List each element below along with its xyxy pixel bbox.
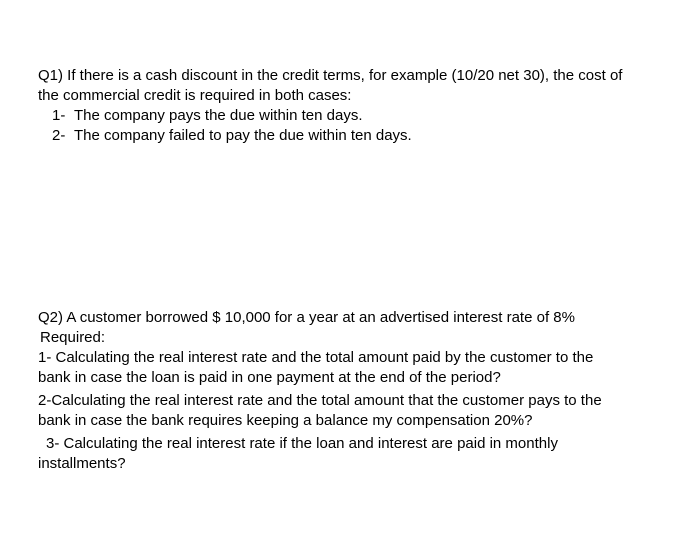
q2-required: Required: bbox=[40, 329, 106, 346]
q2-line-5: 2-Calculating the real interest rate and the total amount that the customer pays to the bbox=[38, 392, 602, 409]
q1-item-1-number: 1- bbox=[52, 107, 66, 124]
q1-item-2 bbox=[52, 126, 412, 146]
q1-line-1: Q1) If there is a cash discount in the credit terms, for example (10/20 net 30), the cost of bbox=[38, 67, 623, 84]
q2-line-6: bank in case the bank requires keeping a balance my compensation 20%? bbox=[38, 412, 533, 429]
q1-line-2: the commercial credit is required in both cases: bbox=[38, 87, 352, 104]
q2-line-4: bank in case the loan is paid in one payment at the end of the period? bbox=[38, 369, 501, 386]
q1-item-2-text: The company failed to pay the due within ten days. bbox=[74, 127, 412, 144]
q2-line-1: Q2) A customer borrowed $ 10,000 for a year at an advertised interest rate of 8% bbox=[38, 309, 575, 326]
q1-item-2-number: 2- bbox=[52, 127, 66, 144]
q2-line-7: 3- Calculating the real interest rate if the loan and interest are paid in monthly bbox=[46, 435, 558, 452]
q1-item-1-text: The company pays the due within ten days. bbox=[74, 107, 363, 124]
q2-line-3: 1- Calculating the real interest rate and the total amount paid by the customer to the bbox=[38, 349, 594, 366]
q1-item-1 bbox=[52, 106, 363, 126]
q2-line-8: installments? bbox=[38, 455, 126, 472]
